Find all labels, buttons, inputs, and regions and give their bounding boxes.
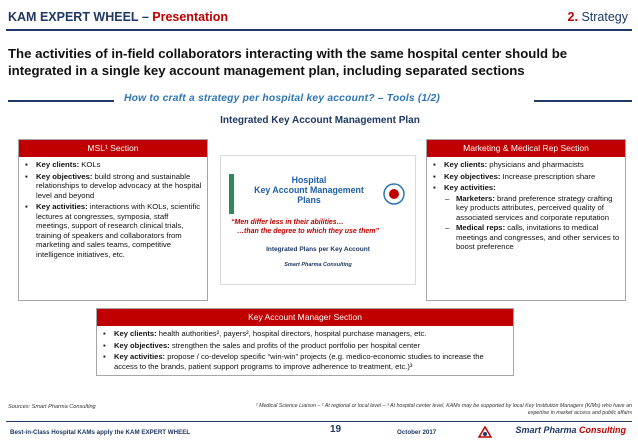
sub-list-item bbox=[444, 223, 620, 252]
item-label: Key objectives: bbox=[36, 171, 93, 181]
subtitle: How to craft a strategy per hospital key account? – Tools (1/2) bbox=[124, 93, 441, 104]
bullet-square-icon: ▪ bbox=[103, 329, 106, 338]
list-item bbox=[433, 183, 620, 252]
item-text: health authorities², payers², hospital directors, hospital purchase managers, etc. bbox=[156, 329, 427, 338]
bullet-square-icon: ▪ bbox=[25, 202, 28, 211]
activities-sublist bbox=[444, 194, 620, 252]
msl-section-panel bbox=[18, 139, 208, 301]
item-label: Medical reps: bbox=[456, 223, 506, 232]
list-item bbox=[25, 172, 202, 201]
kam-plan-document-image bbox=[220, 155, 416, 285]
subtitle-row bbox=[8, 93, 632, 107]
document-title-box bbox=[229, 174, 379, 214]
list-item bbox=[25, 202, 202, 259]
list-item bbox=[433, 172, 620, 182]
title-accent: Presentation bbox=[152, 10, 228, 24]
item-label: Key clients: bbox=[36, 160, 80, 169]
item-text: strengthen the sales and profits of the product portfolio per hospital center bbox=[169, 340, 421, 350]
bullet-square-icon: ▪ bbox=[433, 171, 436, 181]
document-brand: Smart Pharma Consulting bbox=[284, 262, 352, 268]
item-label: Key activities: bbox=[114, 352, 166, 361]
bullet-square-icon: ▪ bbox=[25, 171, 28, 181]
item-label: Key activities: bbox=[36, 202, 88, 211]
footer-divider bbox=[6, 421, 632, 422]
dash-icon: – bbox=[445, 193, 450, 203]
bullet-square-icon: ▪ bbox=[433, 160, 436, 169]
marketing-medical-rep-panel bbox=[426, 139, 626, 301]
item-label: Key clients: bbox=[444, 160, 488, 169]
section-name: Strategy bbox=[577, 10, 628, 24]
msl-section-list bbox=[25, 160, 202, 259]
document-logo-icon bbox=[381, 174, 407, 214]
quote-line: “Men differ less in their abilities… bbox=[231, 219, 344, 226]
document-title-line: Hospital bbox=[291, 175, 327, 185]
item-label: Key objectives: bbox=[444, 171, 501, 181]
header-divider bbox=[6, 29, 632, 31]
brand-main: Smart Pharma bbox=[515, 425, 579, 435]
subtitle-line-right bbox=[534, 100, 632, 102]
bullet-square-icon: ▪ bbox=[433, 183, 436, 192]
brand-accent: Consulting bbox=[579, 425, 626, 435]
sources-note: Sources: Smart Pharma Consulting bbox=[8, 404, 96, 410]
kam-section-title: Key Account Manager Section bbox=[97, 309, 513, 326]
footer-tagline: Best-in-Class Hospital KAMs apply the KAM EXPERT WHEEL bbox=[10, 429, 191, 436]
footer-brand bbox=[515, 425, 626, 435]
slide-footer bbox=[0, 424, 638, 440]
quote-line: …than the degree to which they use them” bbox=[237, 228, 379, 235]
title-main: KAM EXPERT WHEEL bbox=[8, 10, 139, 24]
list-item bbox=[103, 329, 507, 339]
bullet-square-icon: ▪ bbox=[25, 160, 28, 169]
sub-list-item bbox=[444, 194, 620, 223]
footnote: ¹ Medical Science Liaison – ² At regional or local level – ³ At hospital center level, KAMs may be supported by local Key Institution Managers (KIMs) who have an expertise in market access and public affairs bbox=[255, 403, 632, 416]
slide-header bbox=[0, 0, 638, 30]
title-separator: – bbox=[138, 10, 153, 24]
dash-icon: – bbox=[445, 223, 450, 232]
bullet-square-icon: ▪ bbox=[103, 340, 106, 350]
marketing-section-title: Marketing & Medical Rep Section bbox=[427, 140, 625, 157]
item-text: build strong and sustainable relationships to develop advocacy at the hospital level and beyond bbox=[36, 171, 202, 200]
document-title-line: Plans bbox=[297, 195, 321, 205]
item-label: Key objectives: bbox=[114, 340, 170, 350]
document-title-line: Key Account Management bbox=[254, 185, 364, 195]
item-text: brand preference strategy crafting key products attributes, perceived quality of associated services and corporate reputation bbox=[456, 193, 613, 222]
item-label: Key clients: bbox=[114, 329, 157, 338]
page-number: 19 bbox=[330, 424, 342, 435]
section-number: 2. bbox=[567, 10, 578, 24]
kam-section-list bbox=[103, 329, 507, 371]
smart-pharma-logo-icon bbox=[478, 426, 492, 438]
item-text: Increase prescription share bbox=[500, 171, 596, 181]
list-item bbox=[103, 341, 507, 351]
center-title: Integrated Key Account Management Plan bbox=[220, 115, 420, 126]
subtitle-line-left bbox=[8, 100, 114, 102]
headline: The activities of in-field collaborators interacting with the same hospital center should be integrated in a single key account management plan, including separated sections bbox=[8, 46, 568, 78]
bullet-square-icon: ▪ bbox=[103, 352, 106, 361]
slide-title bbox=[8, 10, 228, 24]
kam-section-panel bbox=[96, 308, 514, 376]
document-title bbox=[234, 174, 384, 205]
section-label bbox=[568, 10, 628, 24]
item-text: physicians and pharmacists bbox=[487, 160, 584, 169]
footer-date: October 2017 bbox=[397, 429, 437, 436]
marketing-section-list bbox=[433, 160, 620, 252]
item-label: Marketers: bbox=[456, 193, 495, 203]
msl-section-title: MSL¹ Section bbox=[19, 140, 207, 157]
item-label: Key activities: bbox=[444, 183, 496, 192]
item-text: interactions with KOLs, scientific lectures at congresses, symposia, staff meetings, support of research clinical trials, training of speakers and collaborators from marketing and sales teams, competitive intelligence initiatives, etc. bbox=[36, 202, 201, 259]
document-plans-label: Integrated Plans per Key Account bbox=[266, 246, 370, 253]
item-text: calls, invitations to medical meetings and congresses, and other services to boost preference bbox=[456, 223, 620, 251]
document-quote bbox=[231, 218, 403, 236]
item-text: propose / co-develop specific “win-win” projects (e.g. medico-economic studies to increase the access to the brands, patient support programs to improve adherence to treatment, etc.)³ bbox=[114, 352, 484, 371]
item-text: KOLs bbox=[79, 160, 101, 169]
list-item bbox=[433, 160, 620, 170]
list-item bbox=[25, 160, 202, 170]
list-item bbox=[103, 352, 507, 371]
